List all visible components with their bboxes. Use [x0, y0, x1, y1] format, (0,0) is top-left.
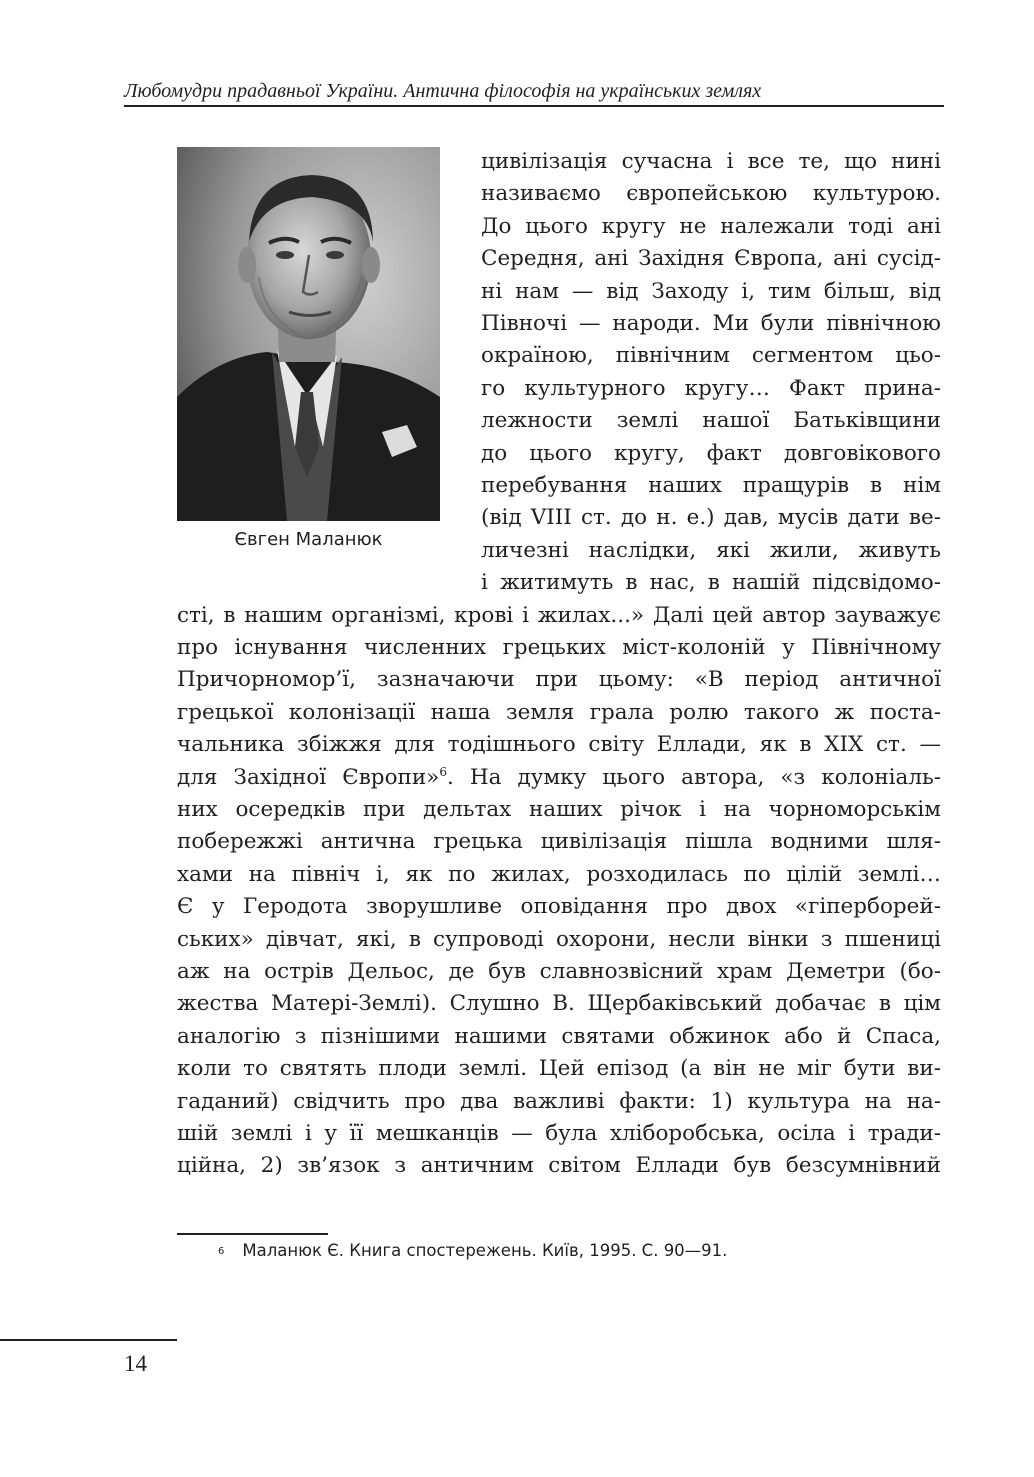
body-line: називаємо європейською культурою. [481, 181, 941, 207]
portrait-caption: Євген Маланюк [234, 529, 383, 550]
body-line: хами на північ і, як по жилах, розходилась по цілій землі… [177, 861, 941, 887]
portrait-photo [177, 147, 440, 521]
body-line: аж на острів Дельос, де був славнозвісний храм Деметри (бо- [177, 959, 941, 984]
body-line: сті, в нашим організмі, крові і жилах...» Далі цей автор зауважує [177, 602, 941, 628]
body-line: окраїною, північним сегментом цьо- [481, 343, 941, 369]
header-rule [124, 105, 944, 107]
body-line: жества Матері-Землі). Слушно В. Щербаківський добачає в цім [177, 991, 941, 1017]
body-line: Є у Геродота зворушливе оповідання про двох «гіперборей- [177, 894, 941, 920]
body-line: побережжі антична грецька цивілізація пішла водними шля- [177, 829, 941, 855]
body-line: коли то святять плоди землі. Цей епізод (а він не міг бути ви- [177, 1056, 941, 1082]
footnote-text: Маланюк Є. Книга спостережень. Київ, 1995. С. 90—91. [242, 1241, 728, 1260]
body-line: перебування наших пращурів в нім [481, 473, 941, 498]
body-line: (від VIII ст. до н. е.) дав, мусів дати ве- [481, 505, 941, 531]
body-line: чальника збіжжя для тодішнього світу Еллади, як в XIX ст. — [177, 732, 941, 758]
body-line: аналогію з пізнішими нашими святами обжинок або й Спаса, [177, 1023, 941, 1049]
body-line: ських» дівчат, які, в супроводі охорони, несли вінки з пшениці [177, 926, 941, 952]
page-number: 14 [124, 1351, 147, 1376]
body-line: личезні наслідки, які жили, живуть [481, 537, 941, 563]
body-line-part: для Західної Європи» [177, 764, 440, 790]
body-line: про існування численних грецьких міст-колоній у Північному [177, 635, 941, 660]
running-header: Любомудри прадавньої України. Античнa філософія на українських землях [124, 80, 762, 102]
body-line: ційна, 2) зв’язок з античним світом Еллади був безсумнівний [177, 1153, 941, 1179]
footnote [218, 1237, 727, 1265]
body-line: і житимуть в нас, в нашій підсвідомо- [481, 570, 941, 596]
body-line [177, 762, 941, 794]
body-line: Півночі — народи. Ми були північною [481, 311, 941, 336]
body-line: грецької колонізації наша земля грала ролю такого ж поста- [177, 699, 941, 725]
body-line: шій землі і у її мешканців — була хліборобська, осіла і тради- [177, 1121, 941, 1146]
page-number-rule [0, 1339, 177, 1341]
body-line: Середня, ані Західня Європа, ані сусід- [481, 246, 941, 272]
footnote-mark: 6 [218, 1246, 225, 1257]
body-line: Причорномор’ї, зазначаючи при цьому: «В період античної [177, 667, 941, 693]
footnote-ref: 6 [439, 764, 447, 779]
body-line: лежности землі нашої Батьківщини [481, 408, 941, 434]
body-line-part: . На думку цього автора, «з колоніаль- [446, 764, 941, 790]
body-line: До цього кругу не належали тоді ані [481, 213, 941, 239]
body-line: цивілізація сучасна і все те, що нині [481, 149, 941, 174]
body-line: гаданий) свідчить про два важливі факти: 1) культура на на- [177, 1088, 941, 1114]
body-line: го культурного кругу… Факт прина- [481, 375, 941, 401]
body-line: них осередків при дельтах наших річок і на чорноморськім [177, 797, 941, 822]
footnote-rule [177, 1233, 328, 1235]
body-line: до цього кругу, факт довговікового [481, 440, 941, 466]
body-line: ні нам — від Заходу і, тим більш, від [481, 278, 941, 304]
